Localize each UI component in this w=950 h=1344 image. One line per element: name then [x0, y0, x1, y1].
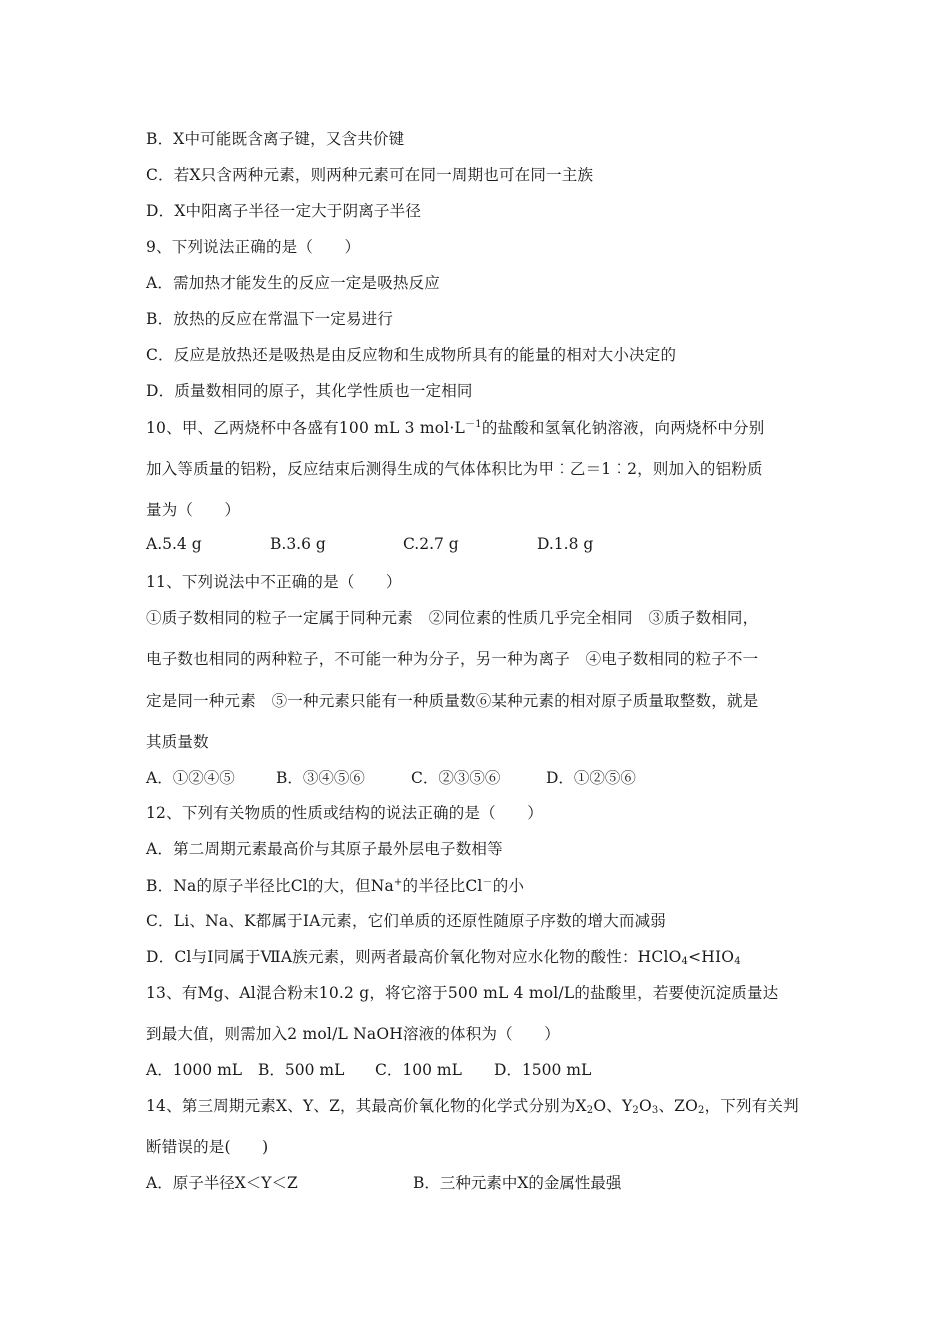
- question-11-option-a: A．①②④⑤: [146, 769, 235, 787]
- question-11-option-b: B．③④⑤⑥: [276, 769, 365, 787]
- question-13-option-c: C．100 mL: [375, 1061, 462, 1079]
- question-11-statements-line-1: ①质子数相同的粒子一定属于同种元素 ②同位素的性质几乎完全相同 ③质子数相同，: [146, 609, 759, 627]
- question-10-option-c: C.2.7 g: [403, 535, 459, 553]
- question-12-option-c: C．Li、Na、K都属于IA元素，它们单质的还原性随原子序数的增大而减弱: [146, 912, 667, 930]
- question-14-option-b: B．三种元素中X的金属性最强: [413, 1174, 622, 1192]
- question-9-option-a: A．需加热才能发生的反应一定是吸热反应: [146, 274, 440, 292]
- question-11-statements-line-2: 电子数也相同的两种粒子，不可能一种为分子，另一种为离子 ④电子数相同的粒子不一: [146, 650, 759, 668]
- question-13-stem-line-1: 13、有Mg、Al混合粉末10.2 g，将它溶于500 mL 4 mol/L的盐酸里，若要使沉淀质量达: [146, 984, 779, 1002]
- question-10-stem-line-1: 10、甲、乙两烧杯中各盛有100 mL 3 $mol\cdot L^{-1}$的盐酸和氢氧化钠溶液，向两烧杯中分别: [146, 419, 765, 437]
- question-9-option-b: B．放热的反应在常温下一定易进行: [146, 310, 394, 328]
- question-9-option-d: D．质量数相同的原子，其化学性质也一定相同: [146, 382, 473, 400]
- question-10-option-a: A.5.4 g: [146, 535, 202, 553]
- question-11-statements-line-4: 其质量数: [146, 733, 209, 751]
- question-14-option-a: A．原子半径X＜Y＜Z: [146, 1174, 298, 1192]
- question-11-option-d: D．①②⑤⑥: [546, 769, 636, 787]
- question-9-option-c: C．反应是放热还是吸热是由反应物和生成物所具有的能量的相对大小决定的: [146, 346, 677, 364]
- question-10-option-b: B.3.6 g: [270, 535, 326, 553]
- question-13-stem-line-2: 到最大值，则需加入2 mol/L NaOH溶液的体积为（ ）: [146, 1025, 560, 1043]
- question-8-option-b: B．X中可能既含离子键，又含共价键: [146, 130, 405, 148]
- question-12-option-a: A．第二周期元素最高价与其原子最外层电子数相等: [146, 840, 503, 858]
- question-10-stem-line-2: 加入等质量的铝粉，反应结束后测得生成的气体体积比为甲︰乙＝1︰2，则加入的铝粉质: [146, 460, 763, 478]
- question-12-option-d: D．Cl与I同属于ⅦA族元素，则两者最高价氧化物对应水化物的酸性：$HClO_4<HIO_4$: [146, 948, 741, 967]
- question-13-option-a: A．1000 mL: [146, 1061, 243, 1079]
- question-8-option-c: C．若X只含两种元素，则两种元素可在同一周期也可在同一主族: [146, 166, 594, 184]
- question-14-stem-line-2: 断错误的是( ): [146, 1138, 269, 1156]
- question-13-option-b: B．500 mL: [258, 1061, 345, 1079]
- question-9-stem: 9、下列说法正确的是（ ）: [146, 238, 361, 256]
- question-11-statements-line-3: 定是同一种元素 ⑤一种元素只能有一种质量数⑥某种元素的相对原子质量取整数，就是: [146, 692, 759, 710]
- question-8-option-d: D．X中阳离子半径一定大于阴离子半径: [146, 202, 422, 220]
- question-11-stem: 11、下列说法中不正确的是（ ）: [146, 573, 402, 591]
- question-12-stem: 12、下列有关物质的性质或结构的说法正确的是（ ）: [146, 804, 543, 822]
- question-14-stem-line-1: 14、第三周期元素X、Y、Z，其最高价氧化物的化学式分别为$X_2O$、$Y_2O_3$、$ZO_2$，下列有关判: [146, 1097, 799, 1116]
- question-11-option-c: C．②③⑤⑥: [411, 769, 501, 787]
- question-12-option-b: B．Na的原子半径比Cl的大，但Na+的半径比Cl－的小: [146, 877, 525, 895]
- question-10-option-d: D.1.8 g: [537, 535, 594, 553]
- question-10-stem-line-3: 量为（ ）: [146, 501, 241, 519]
- question-13-option-d: D．1500 mL: [494, 1061, 592, 1079]
